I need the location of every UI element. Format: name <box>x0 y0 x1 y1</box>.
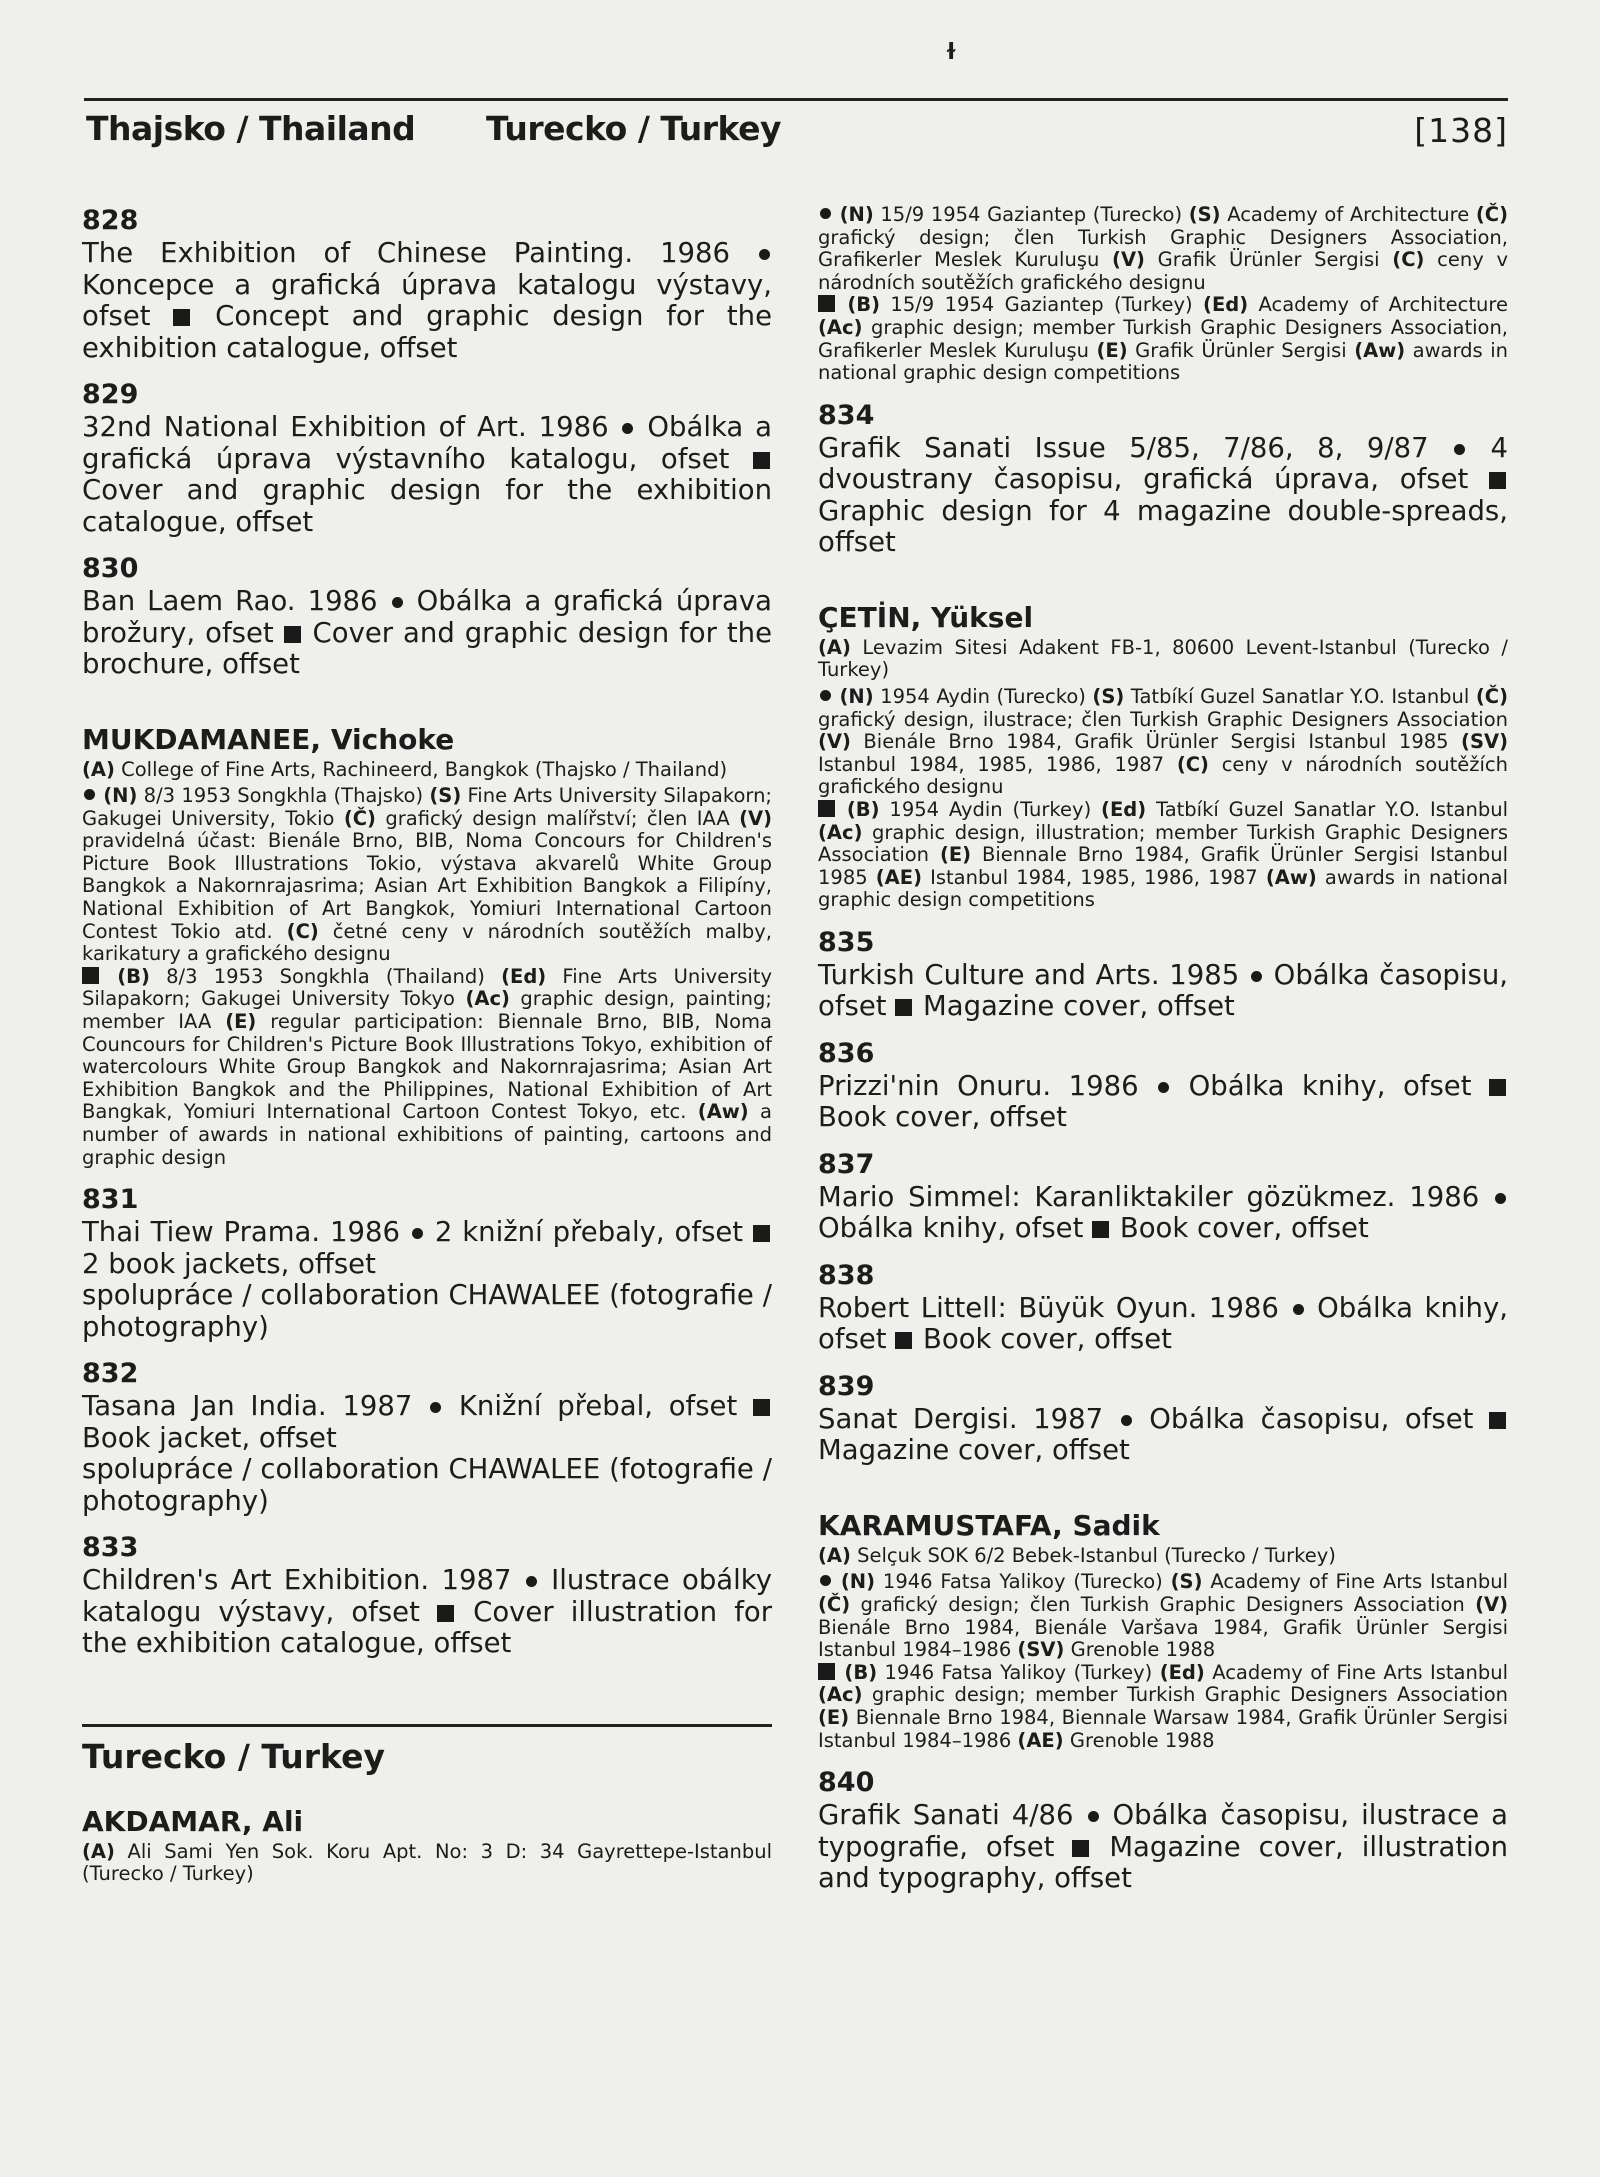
section-divider <box>82 1724 772 1727</box>
bullet-icon <box>1158 1082 1169 1093</box>
page-number: [138] <box>1414 111 1508 150</box>
square-icon <box>753 452 770 469</box>
bullet-icon <box>1121 1415 1132 1426</box>
artist-name-mukdamanee: MUKDAMANEE, Vichoke <box>82 722 455 756</box>
square-icon <box>895 999 912 1016</box>
square-icon <box>753 1225 770 1242</box>
bullet-icon <box>759 249 770 260</box>
entry-829: 32nd National Exhibition of Art. 1986 Obálka a grafická úprava výstavního katalogu, ofset Cover and graphic design for the exhibition catalogue, offset <box>82 411 772 538</box>
artist-bio-cetin <box>818 686 1508 912</box>
bullet-icon <box>820 690 831 701</box>
entry-840: Grafik Sanati 4/86 Obálka časopisu, ilustrace a typografie, ofset Magazine cover, illustration and typography, offset <box>818 1799 1509 1895</box>
square-icon <box>1072 1840 1089 1857</box>
square-icon <box>437 1605 454 1622</box>
bio-english: (B) 1954 Aydin (Turkey) (Ed) Tatbíkí Guzel Sanatlar Y.O. Istanbul (Ac) graphic design, illustration; member Turkish Graphic Designers Association (E) Biennale Brno 1984, Grafik Ürünler Sergisi Istanbul 1985 (AE) Istanbul 1984, 1985, 1986, 1987 (Aw) awards in national graphic design competitions <box>818 797 1509 912</box>
square-icon <box>82 967 99 984</box>
section-title-turkey: Turecko / Turkey <box>82 1736 385 1776</box>
square-icon <box>1092 1221 1109 1238</box>
entry-834: Grafik Sanati Issue 5/85, 7/86, 8, 9/87 4 dvoustrany časopisu, grafická úprava, ofset Graphic design for 4 magazine double-spreads, offset <box>818 431 1508 559</box>
artist-bio-karamustafa <box>818 1571 1508 1752</box>
square-icon <box>284 626 301 643</box>
entry-835: Turkish Culture and Arts. 1985 Obálka časopisu, ofset Magazine cover, offset <box>818 958 1508 1023</box>
entry-number-839: 839 <box>818 1370 875 1402</box>
square-icon <box>818 1663 835 1680</box>
bio-czech: (N) 1954 Aydin (Turecko) (S) Tatbíkí Guzel Sanatlar Y.O. Istanbul (Č) grafický design, ilustrace; člen Turkish Graphic Designers Association (V) Bienále Brno 1984, Grafik Ürünler Sergisi Istanbul 1985 (SV) Istanbul 1984, 1985, 1986, 1987 (C) ceny v národních soutěžích grafického designu <box>818 684 1508 799</box>
entry-833: Children's Art Exhibition. 1987 Ilustrace obálky katalogu výstavy, ofset Cover illustration for the exhibition catalogue, offset <box>82 1564 773 1660</box>
entry-832: Tasana Jan India. 1987 Knižní přebal, ofset Book jacket, offset <box>82 1391 772 1454</box>
bullet-icon <box>1088 1811 1099 1822</box>
entry-831: Thai Tiew Prama. 1986 2 knižní přebaly, ofset 2 book jackets, offset <box>82 1217 772 1280</box>
entry-836: Prizzi'nin Onuru. 1986 Obálka knihy, ofset Book cover, offset <box>818 1071 1508 1134</box>
bullet-icon <box>1454 444 1465 455</box>
entry-number-831: 831 <box>82 1184 139 1216</box>
bio-english: (B) 1946 Fatsa Yalikoy (Turkey) (Ed) Academy of Fine Arts Istanbul (Ac) graphic design; member Turkish Graphic Designers Association (E) Biennale Brno 1984, Biennale Warsaw 1984, Grafik Ürünler Sergisi Istanbul 1984–1986 (AE) Grenoble 1988 <box>818 1660 1508 1752</box>
square-icon <box>895 1332 912 1349</box>
entry-number-836: 836 <box>818 1037 875 1069</box>
header-middle-title: Turecko / Turkey <box>486 109 781 148</box>
artist-address-mukdamanee: (A) College of Fine Arts, Rachineerd, Bangkok (Thajsko / Thailand) <box>82 757 728 781</box>
bio-english: (B) 8/3 1953 Songkhla (Thailand) (Ed) Fine Arts University Silapakorn; Gakugei University Tokyo (Ac) graphic design, painting; member IAA (E) regular participation: Biennale Brno, BIB, Noma Councours for Children's Picture Book Illustrations Tokyo, exhibition of watercolours White Group Bangkok and Nakornrajasrima; Asian Art Exhibition Bangkok and the Philippines, National Exhibition of Art Bangkak, Yomiuri International Cartoon Contest Tokyo, etc. (Aw) a number of awards in national exhibitions of painting, cartoons and graphic design <box>82 964 772 1169</box>
square-icon <box>753 1399 770 1416</box>
square-icon <box>1489 1079 1506 1096</box>
square-icon <box>1489 1412 1506 1429</box>
entry-number-834: 834 <box>818 399 875 431</box>
artist-name-akdamar: AKDAMAR, Ali <box>82 1804 304 1838</box>
entry-number-829: 829 <box>82 379 139 410</box>
square-icon <box>818 800 835 817</box>
artist-address-cetin: (A) Levazim Sitesi Adakent FB-1, 80600 Levent-Istanbul (Turecko / Turkey) <box>818 635 1508 682</box>
artist-name-cetin: ÇETİN, Yüksel <box>818 600 1034 634</box>
entry-828: The Exhibition of Chinese Painting. 1986 Koncepce a grafická úprava katalogu výstavy, ofset Concept and graphic design for the exhibition catalogue, offset <box>82 237 772 364</box>
artist-bio-mukdamanee <box>82 785 772 1169</box>
entry-838: Robert Littell: Büyük Oyun. 1986 Obálka knihy, ofset Book cover, offset <box>818 1291 1508 1356</box>
bullet-icon <box>526 1576 537 1587</box>
entry-number-832: 832 <box>82 1358 139 1390</box>
bio-english: (B) 15/9 1954 Gaziantep (Turkey) (Ed) Academy of Architecture (Ac) graphic design; member Turkish Graphic Designers Association, Grafikerler Meslek Kuruluşu (E) Grafik Ürünler Sergisi (Aw) awards in national graphic design competitions <box>818 293 1508 385</box>
bio-czech: (N) 8/3 1953 Songkhla (Thajsko) (S) Fine Arts University Silapakorn; Gakugei University, Tokio (Č) grafický design malířství; člen IAA (V) pravidelná účast: Bienále Brno, BIB, Noma Concours for Children's Picture Book Illustrations Tokio, výstava akvarelů White Group Bangkok a Nakornrajasrima; Asian Art Exhibition Bangkok a Filipíny, National Exhibition of Art Bangkok, Yomiuri International Cartoon Contest Tokio atd. (C) četné ceny v národních soutěžích malby, karikatury a grafického designu <box>82 784 773 966</box>
entry-831-collaboration: spolupráce / collaboration CHAWALEE (fotografie / photography) <box>82 1279 772 1343</box>
entry-830: Ban Laem Rao. 1986 Obálka a grafická úprava brožury, ofset Cover and graphic design for the brochure, offset <box>82 585 772 680</box>
bullet-icon <box>1293 1304 1304 1315</box>
bio-czech: (N) 15/9 1954 Gaziantep (Turecko) (S) Academy of Architecture (Č) grafický design; člen Turkish Graphic Designers Association, Grafikerler Meslek Kuruluşu (V) Grafik Ürünler Sergisi (C) ceny v národních soutěžích grafického designu <box>818 203 1508 294</box>
square-icon <box>1489 472 1506 489</box>
bullet-icon <box>412 1228 423 1239</box>
entry-number-840: 840 <box>818 1767 875 1799</box>
running-header <box>84 98 1508 153</box>
artist-name-karamustafa: KARAMUSTAFA, Sadik <box>818 1508 1160 1542</box>
entry-number-837: 837 <box>818 1148 875 1180</box>
top-mark: ɫ <box>945 40 958 65</box>
entry-number-830: 830 <box>82 553 139 584</box>
entry-837: Mario Simmel: Karanliktakiler gözükmez. 1986 Obálka knihy, ofset Book cover, offset <box>818 1182 1508 1245</box>
bullet-icon <box>622 423 633 434</box>
header-left-title: Thajsko / Thailand <box>86 109 416 148</box>
square-icon <box>818 295 835 312</box>
artist-address-karamustafa: (A) Selçuk SOK 6/2 Bebek-Istanbul (Turecko / Turkey) <box>818 1543 1336 1567</box>
square-icon <box>173 309 190 326</box>
bullet-icon <box>430 1402 441 1413</box>
bullet-icon <box>820 208 831 219</box>
bullet-icon <box>1495 1193 1506 1204</box>
artist-address-akdamar: (A) Ali Sami Yen Sok. Koru Apt. No: 3 D: 34 Gayrettepe-Istanbul (Turecko / Turkey) <box>82 1839 772 1886</box>
bullet-icon <box>84 789 95 800</box>
left-column <box>82 200 772 1886</box>
bullet-icon <box>820 1575 831 1586</box>
right-column <box>818 200 1508 1895</box>
entry-number-838: 838 <box>818 1259 875 1291</box>
bullet-icon <box>1251 971 1262 982</box>
entry-number-835: 835 <box>818 926 875 958</box>
entry-number-833: 833 <box>82 1532 139 1564</box>
entry-number-828: 828 <box>82 205 139 236</box>
artist-bio-akdamar <box>818 204 1508 385</box>
entry-839: Sanat Dergisi. 1987 Obálka časopisu, ofset Magazine cover, offset <box>818 1404 1508 1467</box>
entry-832-collaboration: spolupráce / collaboration CHAWALEE (fotografie / photography) <box>82 1453 772 1517</box>
bio-czech: (N) 1946 Fatsa Yalikoy (Turecko) (S) Academy of Fine Arts Istanbul (Č) grafický design; člen Turkish Graphic Designers Association (V) Bienále Brno 1984, Bienále Varšava 1984, Grafik Ürünler Sergisi Istanbul 1984–1986 (SV) Grenoble 1988 <box>818 1570 1509 1662</box>
bullet-icon <box>392 597 403 608</box>
